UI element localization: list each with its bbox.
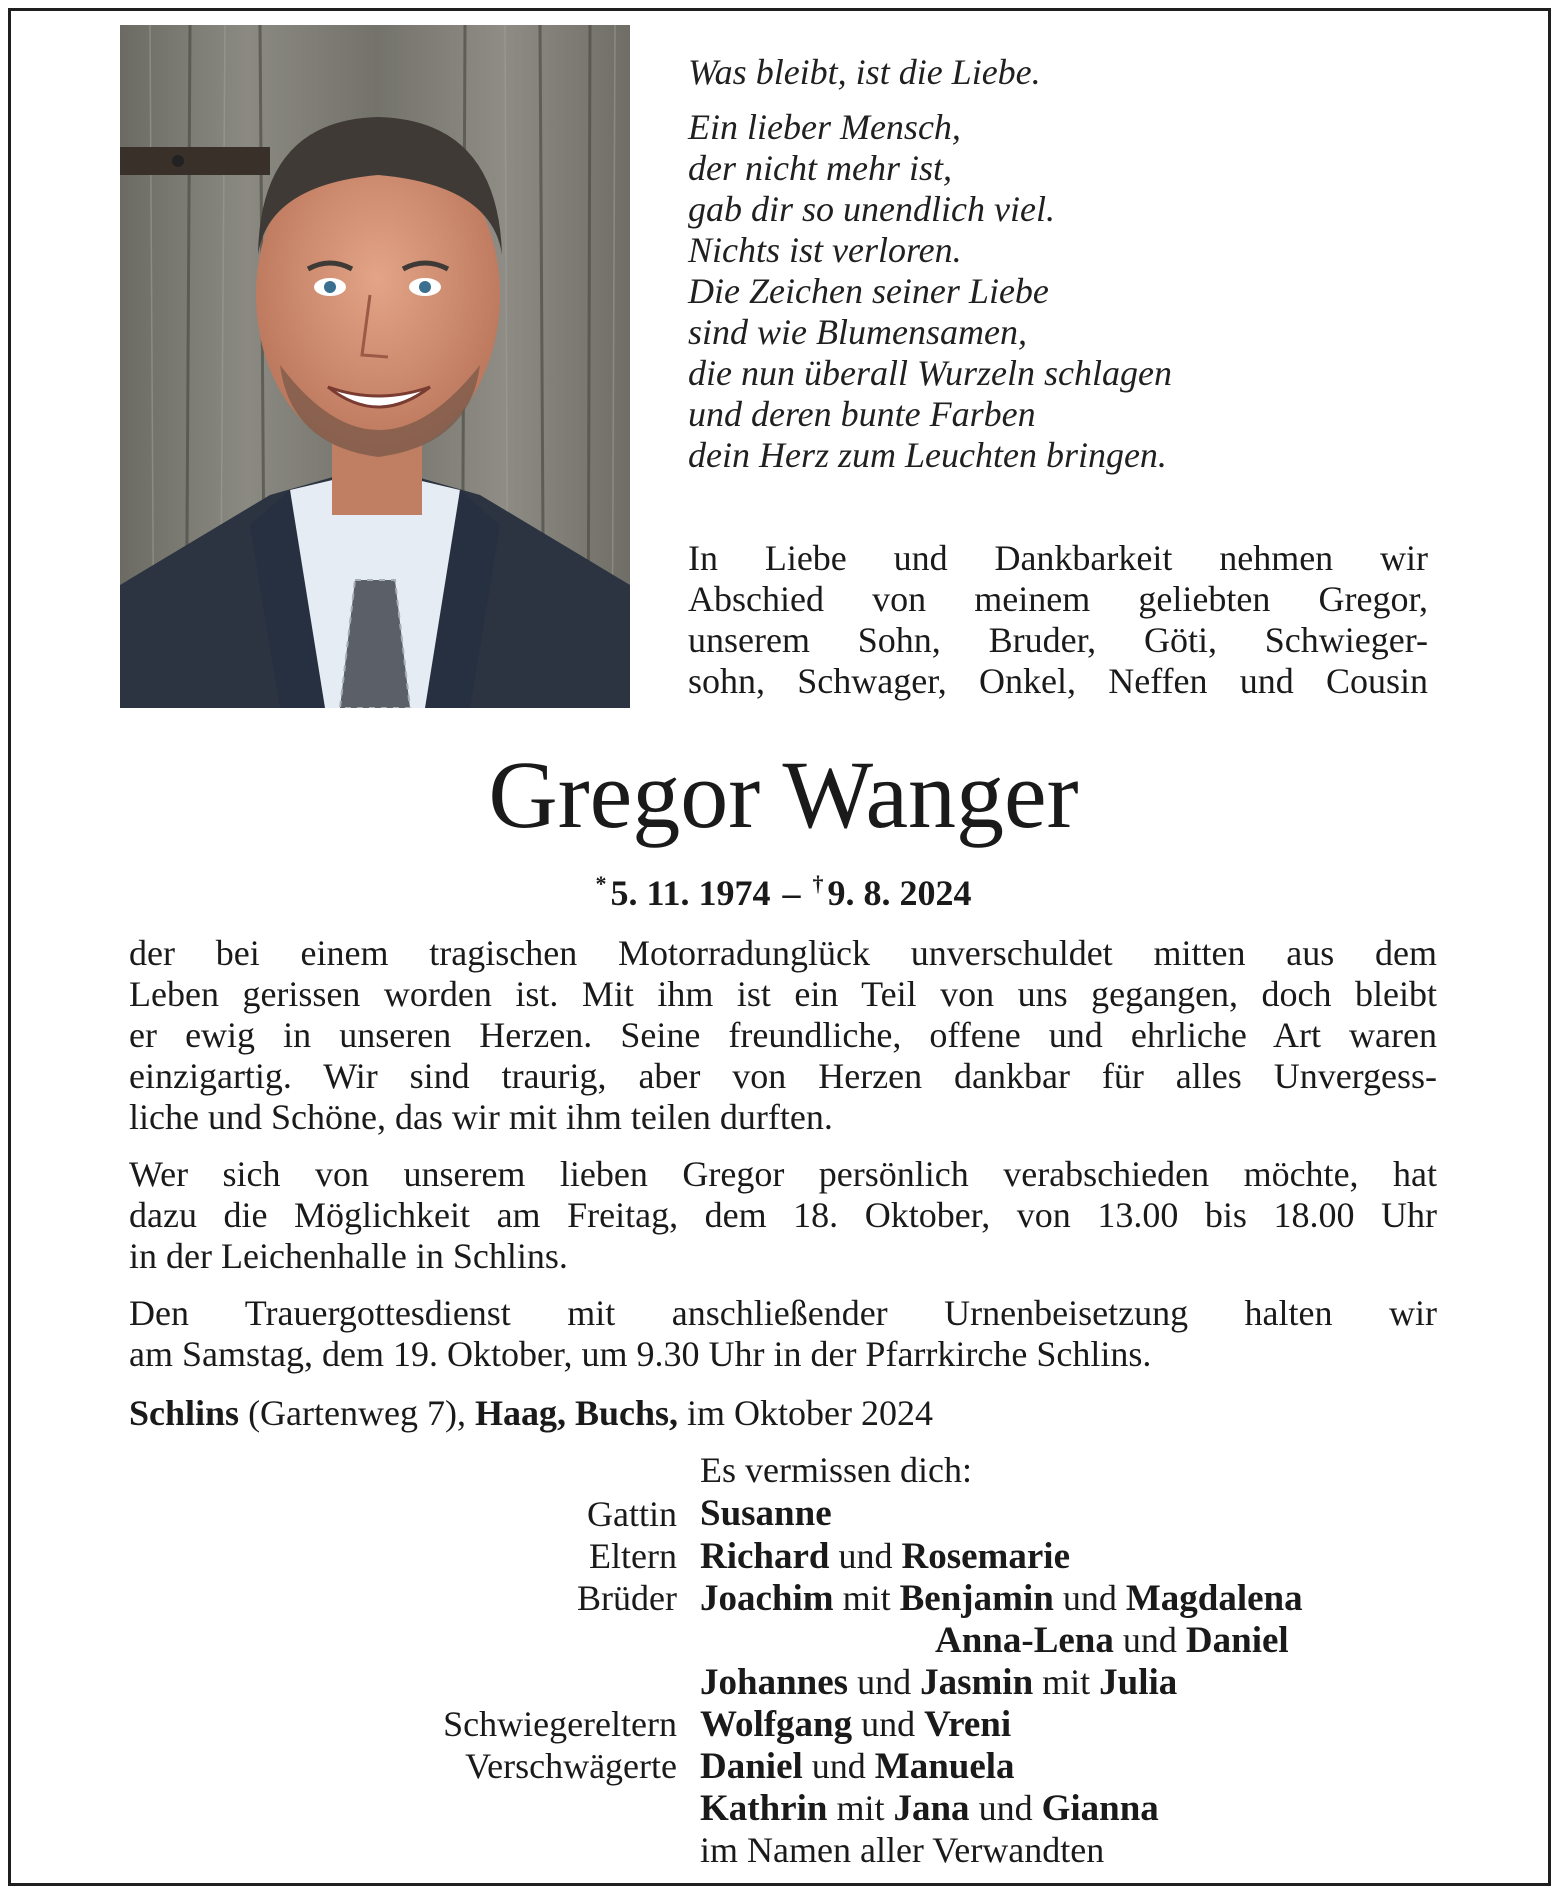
intro-line: sohn, Schwager, Onkel, Neffen und Cousin	[688, 661, 1428, 701]
paragraph-tribute	[129, 933, 1437, 1138]
person-name: Daniel	[700, 1746, 803, 1787]
poem-line: gab dir so unendlich viel.	[688, 189, 1055, 229]
town-haag: Haag,	[474, 1393, 566, 1433]
person-name: Benjamin	[899, 1578, 1054, 1619]
person-name: Vreni	[924, 1704, 1012, 1745]
life-dates	[0, 862, 1567, 915]
paragraph-line: Wer sich von unserem lieben Gregor persönlich verabschieden möchte, hat	[129, 1154, 1437, 1194]
intro-line: In Liebe und Dankbarkeit nehmen wir	[688, 538, 1428, 578]
poem-line: Ein lieber Mensch,	[688, 107, 961, 147]
paragraph-line: der bei einem tragischen Motorradunglück unverschuldet mitten aus dem	[129, 933, 1437, 973]
conjunction: mit	[833, 1578, 900, 1618]
person-name: Julia	[1099, 1662, 1178, 1703]
person-name: Johannes	[700, 1662, 849, 1703]
mourners-list	[0, 1493, 1567, 1871]
portrait-illustration	[120, 25, 630, 708]
relation-label: Schwiegereltern	[443, 1704, 677, 1744]
person-name: Jana	[893, 1788, 970, 1829]
conjunction: mit	[1033, 1662, 1100, 1702]
person-name: Gianna	[1041, 1788, 1159, 1829]
mourner-row	[0, 1535, 1567, 1577]
town-buchs: Buchs,	[574, 1393, 679, 1433]
poem-line: dein Herz zum Leuchten bringen.	[688, 435, 1167, 475]
poem-line: sind wie Blumensamen,	[688, 312, 1027, 352]
intro-line: Abschied von meinem geliebten Gregor,	[688, 579, 1428, 619]
poem-line: und deren bunte Farben	[688, 394, 1036, 434]
mourner-row	[0, 1661, 1567, 1703]
conjunction: und	[829, 1536, 902, 1576]
month-year: im Oktober 2024	[678, 1393, 934, 1433]
person-name: Susanne	[700, 1493, 832, 1534]
conjunction: und	[1113, 1620, 1186, 1660]
death-symbol: †	[812, 871, 824, 896]
conjunction: und	[1053, 1578, 1126, 1618]
person-name: Magdalena	[1125, 1578, 1303, 1619]
mourner-row	[0, 1787, 1567, 1829]
person-name: Wolfgang	[700, 1704, 853, 1745]
mourner-names	[700, 1703, 1011, 1746]
mourner-names	[700, 1745, 1015, 1788]
mourner-names	[700, 1493, 832, 1535]
mourner-names	[700, 1787, 1159, 1830]
paragraph-line: in der Leichenhalle in Schlins.	[129, 1236, 568, 1276]
person-name: Jasmin	[920, 1662, 1034, 1703]
conjunction: mit	[827, 1788, 894, 1828]
relation-label: Verschwägerte	[465, 1746, 677, 1786]
address: (Gartenweg 7),	[239, 1393, 475, 1433]
paragraph-line: dazu die Möglichkeit am Freitag, dem 18. Oktober, von 13.00 bis 18.00 Uhr	[129, 1195, 1437, 1235]
mourner-row	[0, 1703, 1567, 1745]
paragraph-service	[129, 1293, 1437, 1375]
intro-line: unserem Sohn, Bruder, Göti, Schwieger-	[688, 620, 1428, 660]
person-name: Manuela	[874, 1746, 1015, 1787]
paragraph-line: einzigartig. Wir sind traurig, aber von Herzen dankbar für alles Unvergess-	[129, 1056, 1437, 1096]
poem-line: die nun überall Wurzeln schlagen	[688, 353, 1172, 393]
paragraph-line: Den Trauergottesdienst mit anschließender Urnenbeisetzung halten wir	[129, 1293, 1437, 1333]
person-name: Anna-Lena	[935, 1620, 1114, 1661]
conjunction: und	[969, 1788, 1042, 1828]
person-name: Rosemarie	[901, 1536, 1070, 1577]
town-schlins: Schlins	[129, 1393, 240, 1433]
intro-text	[688, 538, 1428, 702]
relation-label: Eltern	[589, 1536, 677, 1576]
conjunction: und	[802, 1746, 875, 1786]
paragraph-line: er ewig in unseren Herzen. Seine freundliche, offene und ehrliche Art waren	[129, 1015, 1437, 1055]
date-separator: –	[782, 873, 801, 913]
poem	[688, 52, 1448, 476]
poem-line: Nichts ist verloren.	[688, 230, 962, 270]
mourner-row	[0, 1577, 1567, 1619]
mourner-names	[700, 1661, 1177, 1704]
mourner-names	[700, 1535, 1070, 1578]
poem-line: Die Zeichen seiner Liebe	[688, 271, 1049, 311]
relation-label: Brüder	[577, 1578, 677, 1618]
birth-date: 5. 11. 1974	[610, 873, 771, 913]
mourner-row	[0, 1829, 1567, 1871]
portrait-photo	[120, 25, 630, 708]
paragraph-viewing	[129, 1154, 1437, 1277]
person-name: Kathrin	[700, 1788, 828, 1829]
paragraph-line: Leben gerissen worden ist. Mit ihm ist ein Teil von uns gegangen, doch bleibt	[129, 974, 1437, 1014]
mourner-names	[700, 1577, 1303, 1620]
mourner-row	[0, 1745, 1567, 1787]
conjunction: und	[852, 1704, 925, 1744]
relation-label: Gattin	[587, 1494, 677, 1534]
conjunction: und	[848, 1662, 921, 1702]
mourner-row	[0, 1619, 1567, 1661]
death-date: 9. 8. 2024	[827, 873, 972, 913]
paragraph-line: am Samstag, dem 19. Oktober, um 9.30 Uhr in der Pfarrkirche Schlins.	[129, 1334, 1152, 1374]
person-name: Richard	[700, 1536, 830, 1577]
closing-line: im Namen aller Verwandten	[700, 1830, 1105, 1870]
person-name: Daniel	[1185, 1620, 1289, 1661]
paragraph-line: liche und Schöne, das wir mit ihm teilen durften.	[129, 1097, 833, 1137]
mourners-heading: Es vermissen dich:	[700, 1450, 972, 1490]
mourner-names	[935, 1619, 1289, 1662]
birth-symbol: *	[595, 871, 607, 896]
poem-title: Was bleibt, ist die Liebe.	[688, 52, 1041, 92]
mourner-row	[0, 1493, 1567, 1535]
poem-line: der nicht mehr ist,	[688, 148, 952, 188]
deceased-name: Gregor Wanger	[488, 741, 1079, 848]
place-and-date	[129, 1393, 933, 1434]
person-name: Joachim	[700, 1578, 834, 1619]
